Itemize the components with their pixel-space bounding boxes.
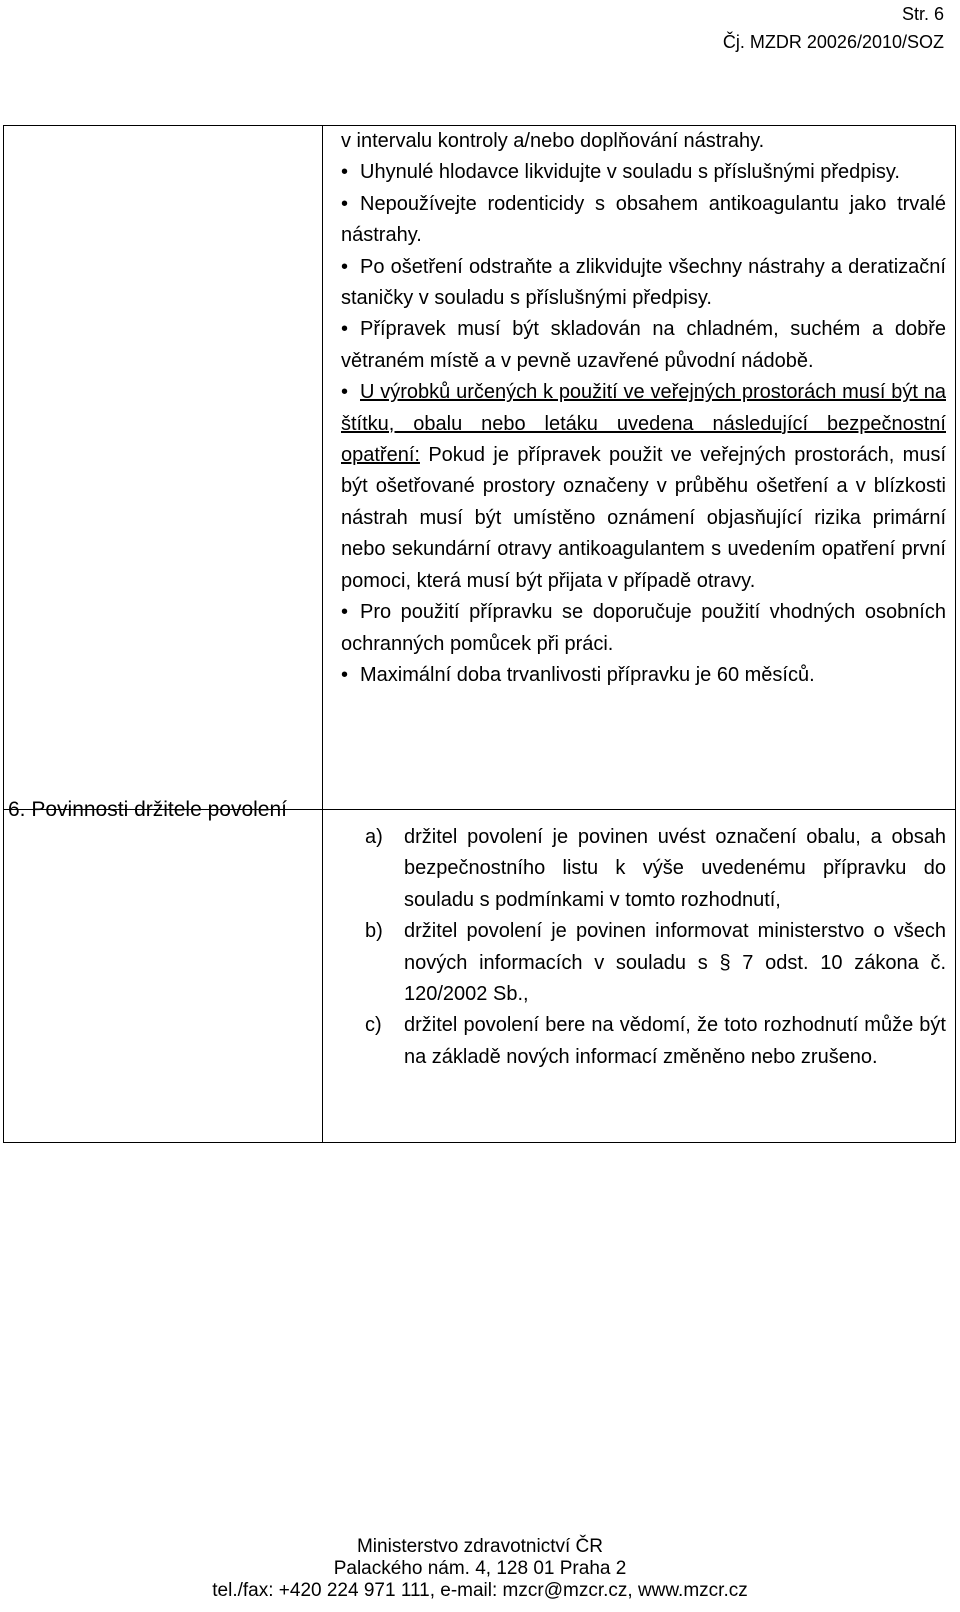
- footer-address: Palackého nám. 4, 128 01 Praha 2: [333, 1558, 627, 1579]
- obligation-item: [365, 916, 946, 1010]
- bullet-item: • Nepoužívejte rodenticidy s obsahem antikoagulantu jako trvalé nástrahy.: [341, 189, 946, 252]
- bullet-item: • Maximální doba trvanlivosti přípravku je 60 měsíců.: [341, 660, 946, 691]
- section-label: 6. Povinnosti držitele povolení: [8, 798, 287, 821]
- bullet-icon: •: [341, 381, 349, 404]
- footer-ministry: Ministerstvo zdravotnictví ČR: [356, 1536, 603, 1557]
- obligation-text: držitel povolení bere na vědomí, že toto rozhodnutí může být na základě nových informací změněno nebo zrušeno.: [404, 1014, 946, 1068]
- document-reference: Čj. MZDR 20026/2010/SOZ: [722, 32, 944, 52]
- bullet-item: • Uhynulé hlodavce likvidujte v souladu s příslušnými předpisy.: [341, 157, 946, 188]
- bullet-icon: •: [341, 255, 349, 278]
- column-divider: [322, 126, 323, 1142]
- bullet-item: • Pro použití přípravku se doporučuje použití vhodných osobních ochranných pomůcek při práci.: [341, 597, 946, 660]
- bullet-icon: •: [341, 663, 349, 686]
- public-use-text: Pokud je přípravek použit ve veřejných prostorách, musí být ošetřované prostory označeny v průběhu ošetření a v blízkosti nástrah musí být umístěno oznámení objasňující rizika primární nebo sekundární otravy antikoagulantem s uvedením opatření první pomoci, která musí být přijata v případě otravy.: [341, 444, 946, 592]
- page-number: Str. 6: [901, 4, 944, 24]
- obligation-text: držitel povolení je povinen uvést označení obalu, a obsah bezpečnostního listu k výše uvedenému přípravku do souladu s podmínkami v tomto rozhodnutí,: [404, 826, 946, 911]
- decision-table: [3, 125, 956, 1143]
- obligations-list: [365, 822, 946, 1073]
- continuation-text: v intervalu kontroly a/nebo doplňování nástrahy.: [341, 130, 765, 152]
- precautions-cell: [341, 126, 946, 691]
- footer-contact: tel./fax: +420 224 971 111, e-mail: mzcr@mzcr.cz, www.mzcr.cz: [212, 1580, 748, 1601]
- page-header: [723, 0, 944, 56]
- bullet-item: • Přípravek musí být skladován na chladném, suchém a dobře větraném místě a v pevně uzavřené původní nádobě.: [341, 314, 946, 377]
- obligation-marker: b): [365, 920, 383, 943]
- bullet-icon: •: [341, 318, 349, 341]
- bullet-icon: •: [341, 601, 349, 624]
- public-use-heading: U výrobků určených k použití ve veřejných prostorách musí být na štítku, obalu nebo letáku uvedena následující bezpečnostní opatření:: [341, 381, 946, 467]
- bullet-icon: •: [341, 192, 349, 215]
- page-footer: [0, 1536, 960, 1602]
- obligation-text: držitel povolení je povinen informovat ministerstvo o všech nových informacích v souladu s § 7 odst. 10 zákona č. 120/2002 Sb.,: [404, 920, 946, 1006]
- public-use-bullet: [341, 377, 946, 597]
- obligation-item: [365, 1010, 946, 1073]
- obligation-marker: a): [365, 826, 383, 848]
- obligation-item: [365, 822, 946, 916]
- obligation-marker: c): [365, 1014, 382, 1037]
- bullet-item: • Po ošetření odstraňte a zlikvidujte všechny nástrahy a deratizační staničky v souladu s příslušnými předpisy.: [341, 252, 946, 315]
- bullet-icon: •: [341, 161, 349, 184]
